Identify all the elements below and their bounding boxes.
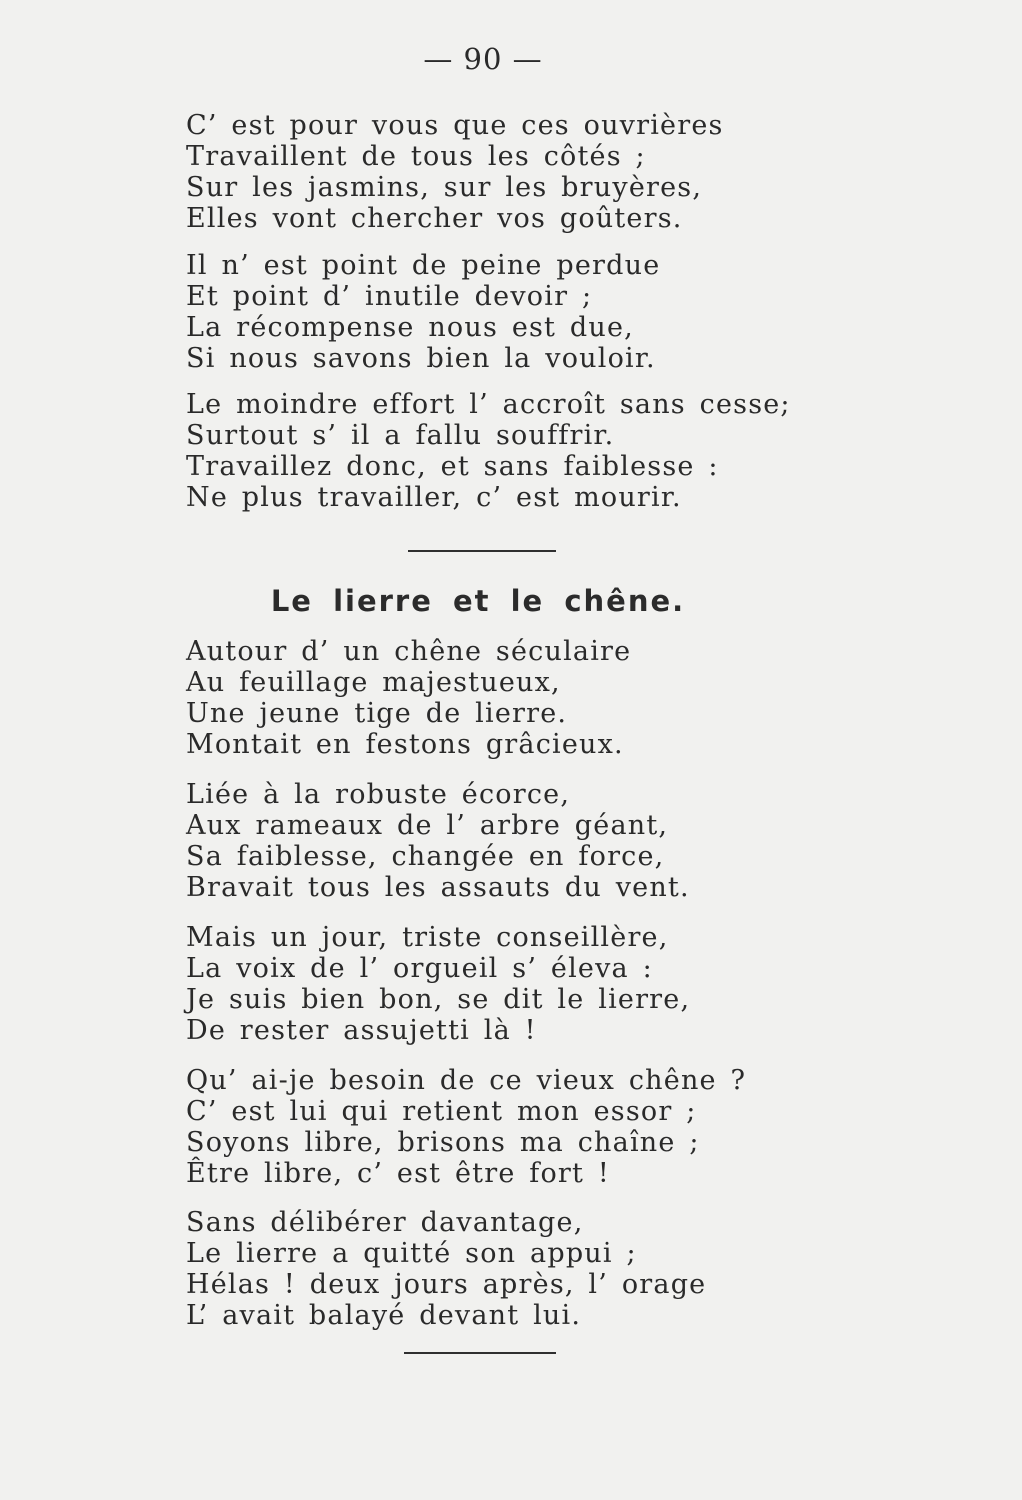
verse-line: Sans délibérer davantage,: [186, 1207, 584, 1238]
section-divider: [404, 1352, 556, 1354]
poem1-stanza-1: [186, 110, 826, 234]
verse-line: La récompense nous est due,: [186, 312, 634, 343]
verse-line: Surtout s’ il a fallu souffrir.: [186, 420, 615, 451]
poem2-stanza-3: [186, 922, 826, 1046]
verse-line: Autour d’ un chêne séculaire: [186, 636, 632, 667]
verse-line: Il n’ est point de peine perdue: [186, 250, 661, 281]
verse-line: Le moindre effort l’ accroît sans cesse;: [186, 389, 791, 420]
verse-line: Hélas ! deux jours après, l’ orage: [186, 1269, 707, 1300]
poem2-stanza-2: [186, 779, 826, 903]
verse-line: Aux rameaux de l’ arbre géant,: [186, 810, 669, 841]
verse-line: Soyons libre, brisons ma chaîne ;: [186, 1127, 700, 1158]
verse-line: Le lierre a quitté son appui ;: [186, 1238, 637, 1269]
poem2-stanza-1: [186, 636, 826, 760]
poem2-stanza-4: [186, 1065, 826, 1189]
verse-line: Travaillez donc, et sans faiblesse :: [186, 451, 719, 482]
section-divider: [408, 550, 556, 552]
page-number: — 90 —: [423, 42, 543, 76]
poem-title: Le lierre et le chêne.: [270, 584, 686, 618]
verse-line: Liée à la robuste écorce,: [186, 779, 571, 810]
verse-line: Sa faiblesse, changée en force,: [186, 841, 665, 872]
verse-line: L’ avait balayé devant lui.: [186, 1300, 582, 1331]
verse-line: Ne plus travailler, c’ est mourir.: [186, 482, 682, 513]
verse-line: Être libre, c’ est être fort !: [186, 1158, 610, 1189]
verse-line: Travaillent de tous les côtés ;: [186, 141, 646, 172]
verse-line: Montait en festons grâcieux.: [186, 729, 624, 760]
verse-line: Sur les jasmins, sur les bruyères,: [186, 172, 703, 203]
poem1-stanza-3: [186, 389, 826, 513]
verse-line: Une jeune tige de lierre.: [186, 698, 568, 729]
verse-line: Au feuillage majestueux,: [186, 667, 561, 698]
verse-line: Qu’ ai-je besoin de ce vieux chêne ?: [186, 1065, 747, 1096]
verse-line: Je suis bien bon, se dit le lierre,: [186, 984, 691, 1015]
verse-line: La voix de l’ orgueil s’ éleva :: [186, 953, 653, 984]
verse-line: Si nous savons bien la vouloir.: [186, 343, 656, 374]
verse-line: Bravait tous les assauts du vent.: [186, 872, 690, 903]
verse-line: Et point d’ inutile devoir ;: [186, 281, 593, 312]
verse-line: Elles vont chercher vos goûters.: [186, 203, 683, 234]
verse-line: C’ est pour vous que ces ouvrières: [186, 110, 724, 141]
verse-line: De rester assujetti là !: [186, 1015, 537, 1046]
poem2-stanza-5: [186, 1207, 826, 1331]
verse-line: C’ est lui qui retient mon essor ;: [186, 1096, 697, 1127]
verse-line: Mais un jour, triste conseillère,: [186, 922, 669, 953]
poem1-stanza-2: [186, 250, 826, 374]
